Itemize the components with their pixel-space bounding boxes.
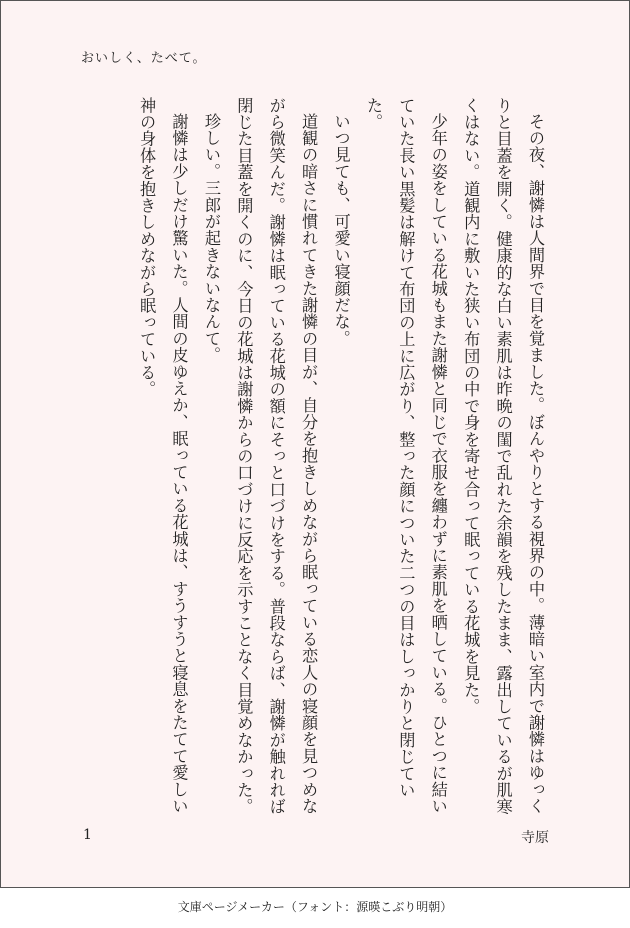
author-name: 寺原 xyxy=(521,830,549,846)
paragraph: 少年の姿をしている花城もまた謝憐と同じで衣服を纏わずに素肌を晒している。ひとつに結いていた長い黒髪は解けて布団の上に広がり、整った顔についた二つの目はしっかりと閉じていた。 xyxy=(363,97,448,815)
paragraph: いつ見ても、可愛い寝顔だな。 xyxy=(331,113,351,347)
page-header-title: おいしく、たべて。 xyxy=(81,51,207,66)
paragraph: その夜、謝憐は人間界で目を覚ました。ぼんやりとする視界の中。薄暗い室内で謝憐はゆっくりと目蓋を開く。健康的な白い素肌は昨晩の閨で乱れた余韻を残したまま、露出しているが肌寒くはない。道観内に敷いた狭い布団の中で身を寄せ合って眠っている花城を見た。 xyxy=(461,97,545,816)
page-number: 1 xyxy=(83,827,92,843)
paragraph: 珍しい。三郎が起きないなんて。 xyxy=(201,113,221,364)
vertical-body-text xyxy=(81,97,551,817)
paragraph: 道観の暗さに慣れてきた謝憐の目が、自分を抱きしめながら眠っている恋人の寝顔を見つめながら微笑んだ。謝憐は眠っている花城の額にそっと口づけをする。普段ならば、謝憐が触れれば閉じた目蓋を開くのに、今日の花城は謝憐からの口づけに反応を示すことなく目覚めなかった。 xyxy=(234,97,319,816)
paragraph: 謝憐は少しだけ驚いた。人間の皮ゆえか、眠っている花城は、すうすうと寝息をたてて愛しい神の身体を抱きしめながら眠っている。 xyxy=(137,97,189,815)
generator-caption: 文庫ページメーカー（フォント：源暎こぶり明朝） xyxy=(177,900,453,914)
